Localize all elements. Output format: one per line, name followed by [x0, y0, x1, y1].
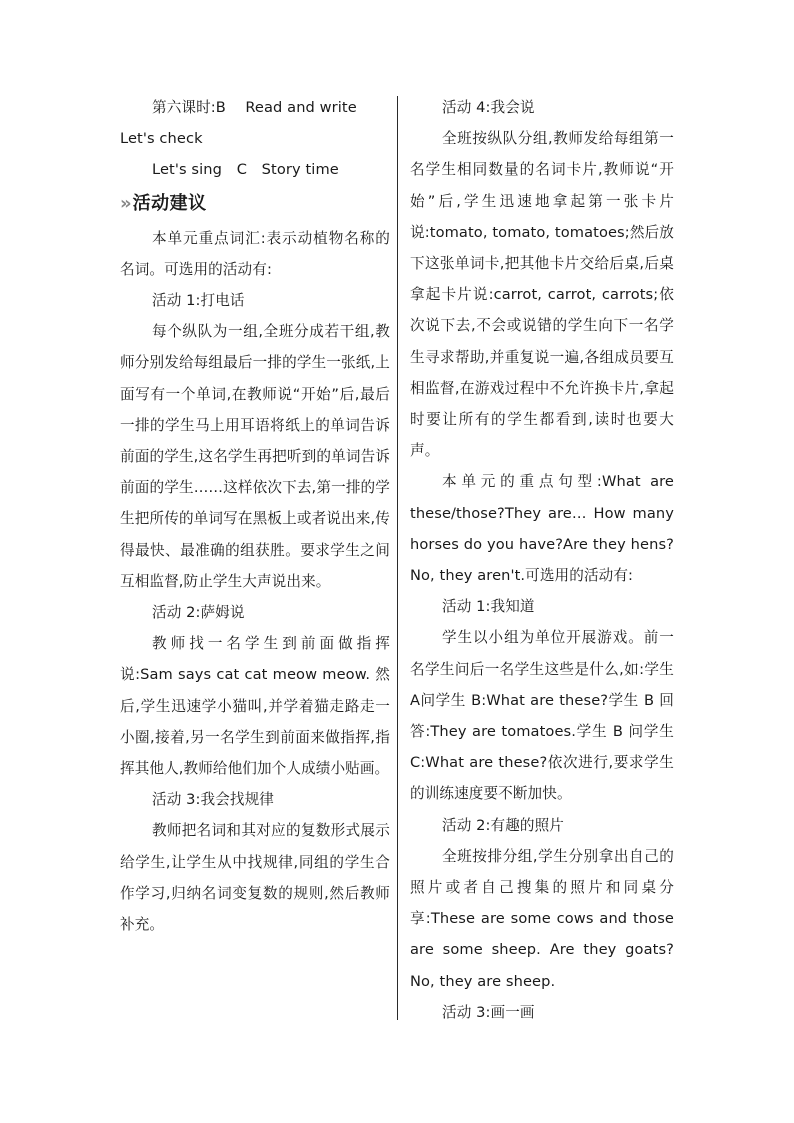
- activity-3-title: 活动 3:我会找规律: [152, 791, 274, 809]
- activity-1-title: 活动 1:打电话: [152, 292, 245, 310]
- activity-2-title: 活动 2:萨姆说: [152, 604, 245, 622]
- right-column: [410, 92, 674, 1028]
- sentence-activity-2-title: 活动 2:有趣的照片: [442, 816, 564, 834]
- left-column: [120, 92, 390, 940]
- activity-3-body: 教师把名词和其对应的复数形式展示给学生,让学生从中找规律,同组的学生合作学习,归纳名词变复数的规则,然后教师补充。: [120, 822, 390, 934]
- lesson-line-2: Let's check: [120, 130, 203, 148]
- activity-4-body: 全班按纵队分组,教师发给每组第一名学生相同数量的名词卡片,教师说“开始”后,学生迅速地拿起第一张卡片说:tomato, tomato, tomatoes;然后放下这张单词卡,把其他卡片交给后桌,后桌拿起卡片说:carrot, carrot, carrots;依次说下去,不会或说错的学生向下一名学生寻求帮助,并重复说一遍,各组成员要互相监督,在游戏过程中不允许换卡片,拿起时要让所有的学生都看到,读时也要大声。: [410, 130, 674, 460]
- activity-2-body: 教师找一名学生到前面做指挥说:Sam says cat cat meow meow. 然后,学生迅速学小猫叫,并学着猫走路走一小圈,接着,另一名学生到前面来做指挥,指挥其他人,教师给他们加个人成绩小贴画。: [120, 635, 390, 778]
- column-divider: [397, 96, 398, 1020]
- activity-4-title: 活动 4:我会说: [442, 99, 535, 116]
- intro-paragraph: 本单元重点词汇:表示动植物名称的名词。可选用的活动有:: [120, 229, 390, 278]
- sentence-activity-1-body: 学生以小组为单位开展游戏。前一名学生问后一名学生这些是什么,如:学生 A问学生 B:What are these?学生 B 回答:They are tomatoes.学生 B 问学生 C:What are these?依次进行,要求学生的训练速度要不断加快。: [410, 629, 674, 803]
- activity-1-body: 每个纵队为一组,全班分成若干组,教师分别发给每组最后一排的学生一张纸,上面写有一个单词,在教师说“开始”后,最后一排的学生马上用耳语将纸上的单词告诉前面的学生,这名学生再把听到的单词告诉前面的学生……这样依次下去,第一排的学生把所传的单词写在黑板上或者说出来,传得最快、最准确的组获胜。要求学生之间互相监督,防止学生大声说出来。: [120, 323, 390, 590]
- section-heading: [120, 187, 390, 221]
- double-chevron-icon: »: [120, 192, 129, 214]
- sentence-intro: 本单元的重点句型:What are these/those?They are… How many horses do you have?Are they hens? No, they aren't.可选用的活动有:: [410, 473, 674, 585]
- section-heading-text: 活动建议: [132, 192, 207, 214]
- sentence-activity-1-title: 活动 1:我知道: [442, 598, 535, 616]
- lesson-line-1: 第六课时:B Read and write: [152, 99, 357, 116]
- sentence-activity-2-body: 全班按排分组,学生分别拿出自己的照片或者自己搜集的照片和同桌分享:These are some cows and those are some sheep. Are they goats? No, they are sheep.: [410, 847, 674, 990]
- lesson-line-3: Let's sing C Story time: [152, 161, 339, 179]
- sentence-activity-3-title: 活动 3:画一画: [442, 1003, 535, 1021]
